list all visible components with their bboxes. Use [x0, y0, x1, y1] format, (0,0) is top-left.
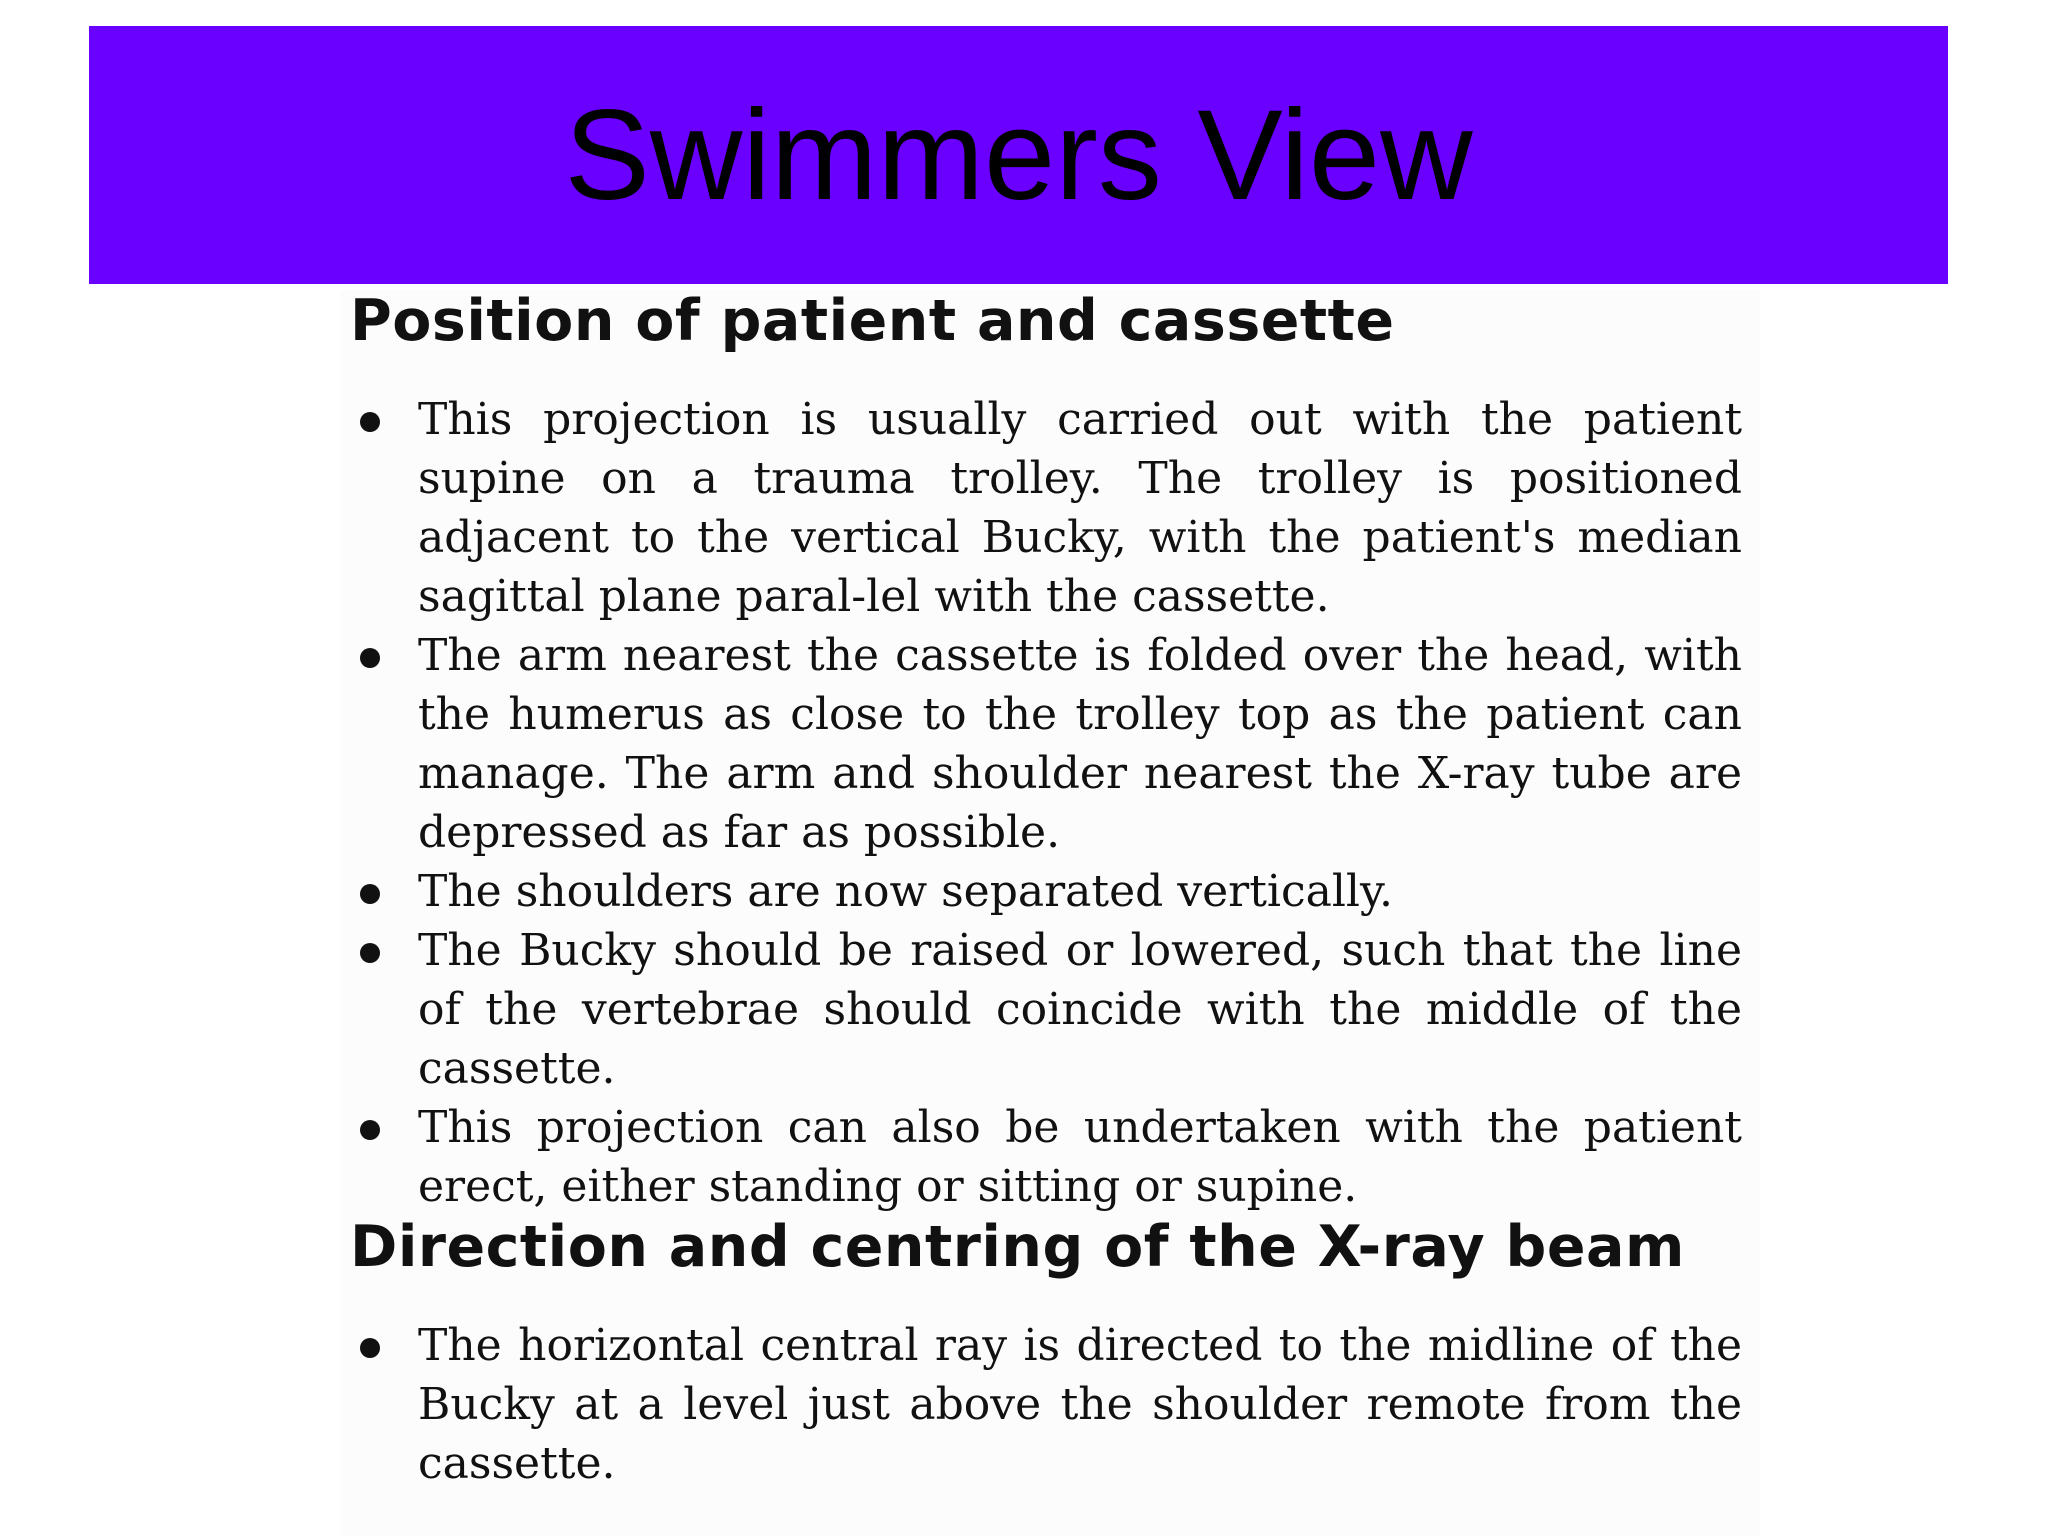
slide-title: Swimmers View: [564, 83, 1473, 227]
bullet-list-position: [350, 390, 1742, 1216]
bullet-icon: [360, 1120, 380, 1140]
list-item: [350, 626, 1742, 862]
title-banner: [89, 26, 1948, 284]
bullet-text: The arm nearest the cassette is folded over the head, with the humerus as close to the trolley top as the patient can manage. The arm and shoulder nearest the X-ray tube are depressed as far as possible.: [418, 630, 1742, 858]
section-heading-direction: Direction and centring of the X-ray beam: [350, 1214, 1685, 1280]
slide-content: [340, 290, 1760, 1536]
bullet-text: This projection can also be undertaken with the patient erect, either standing or sitting or supine.: [418, 1102, 1742, 1212]
bullet-list-direction: [350, 1316, 1742, 1493]
bullet-icon: [360, 648, 380, 668]
bullet-text: The Bucky should be raised or lowered, such that the line of the vertebrae should coincide with the middle of the cassette.: [418, 925, 1742, 1094]
section-heading-position: Position of patient and cassette: [350, 288, 1395, 354]
bullet-icon: [360, 1338, 380, 1358]
bullet-text: The shoulders are now separated vertically.: [418, 866, 1393, 917]
list-item: [350, 1098, 1742, 1216]
bullet-icon: [360, 943, 380, 963]
list-item: [350, 390, 1742, 626]
bullet-icon: [360, 884, 380, 904]
list-item: [350, 921, 1742, 1098]
list-item: [350, 862, 1742, 921]
list-item: [350, 1316, 1742, 1493]
bullet-icon: [360, 412, 380, 432]
bullet-text: This projection is usually carried out with the patient supine on a trauma trolley. The trolley is positioned adjacent to the vertical Bucky, with the patient's median sagittal plane paral-lel with the cassette.: [418, 394, 1742, 622]
bullet-text: The horizontal central ray is directed to the midline of the Bucky at a level just above the shoulder remote from the cassette.: [418, 1320, 1742, 1489]
